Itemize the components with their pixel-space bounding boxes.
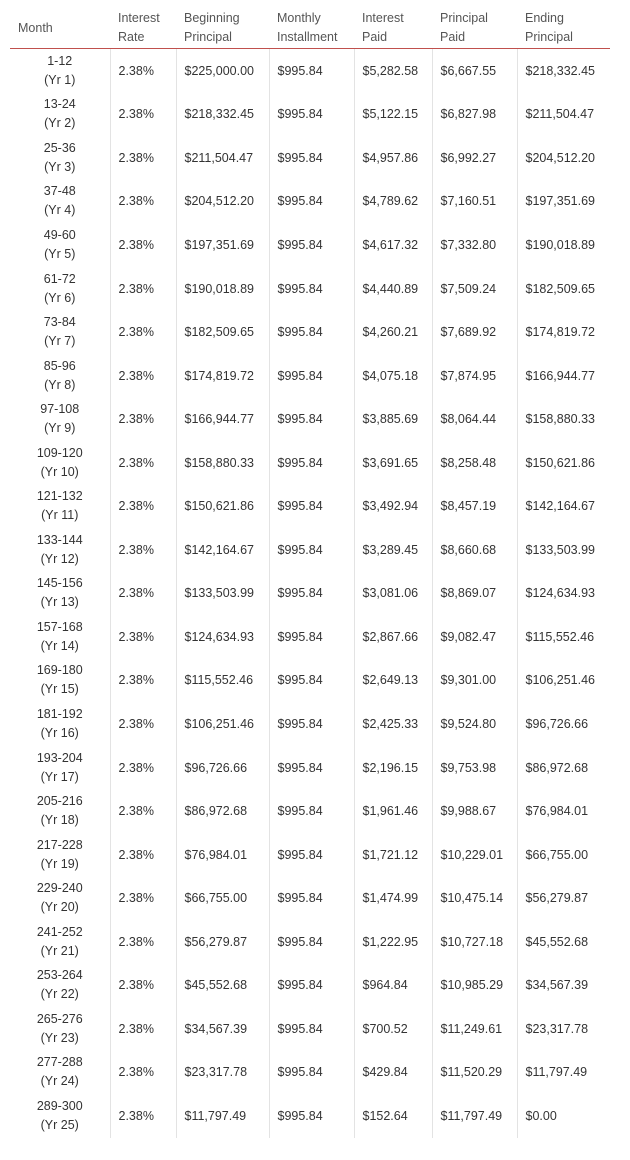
cell-interest-rate: 2.38% (110, 572, 176, 616)
cell-month (10, 746, 110, 790)
cell-interest-paid: $3,492.94 (354, 484, 432, 528)
month-year: (Yr 18) (40, 813, 79, 828)
cell-ending-principal: $56,279.87 (525, 891, 589, 906)
month-range: 1-12 (47, 53, 73, 68)
table-row (10, 572, 610, 616)
cell-ending-principal: $66,755.00 (525, 847, 589, 862)
cell-interest-paid: $1,222.95 (354, 920, 432, 964)
month-range: 145-156 (36, 576, 83, 591)
header-row (10, 8, 610, 49)
cell-interest-rate: 2.38% (110, 963, 176, 1007)
month-year: (Yr 22) (40, 987, 79, 1002)
cell-month (10, 484, 110, 528)
cell-month (10, 136, 110, 180)
month-range: 169-180 (36, 663, 83, 678)
cell-monthly-installment: $995.84 (269, 1094, 354, 1138)
month-year: (Yr 25) (40, 1117, 79, 1132)
month-year: (Yr 1) (44, 72, 76, 87)
cell-beginning-principal: $225,000.00 (176, 49, 269, 93)
month-range: 193-204 (36, 750, 83, 765)
cell-month (10, 1094, 110, 1138)
table-row (10, 310, 610, 354)
cell-ending-principal: $115,552.46 (525, 629, 595, 644)
table-row (10, 223, 610, 267)
month-range: 121-132 (36, 489, 83, 504)
cell-month (10, 223, 110, 267)
month-range: 253-264 (36, 968, 83, 983)
month-range: 217-228 (36, 837, 83, 852)
month-year: (Yr 19) (40, 856, 79, 871)
cell-month (10, 267, 110, 311)
cell-principal-paid: $7,509.24 (432, 267, 517, 311)
cell-interest-paid: $2,425.33 (354, 702, 432, 746)
cell-interest-paid: $3,885.69 (354, 397, 432, 441)
cell-beginning-principal: $174,819.72 (176, 354, 269, 398)
header-ending-principal: Ending Principal (517, 8, 610, 49)
cell-principal-paid: $8,457.19 (432, 484, 517, 528)
month-year: (Yr 10) (40, 464, 79, 479)
cell-interest-paid: $700.52 (354, 1007, 432, 1051)
month-year: (Yr 24) (40, 1074, 79, 1089)
cell-interest-paid: $4,075.18 (354, 354, 432, 398)
cell-month (10, 354, 110, 398)
cell-monthly-installment: $995.84 (269, 659, 354, 703)
table-row (10, 136, 610, 180)
cell-month (10, 310, 110, 354)
cell-principal-paid: $9,753.98 (432, 746, 517, 790)
cell-month (10, 572, 110, 616)
cell-principal-paid: $10,475.14 (432, 876, 517, 920)
cell-ending-principal: $190,018.89 (525, 237, 596, 252)
table-row (10, 876, 610, 920)
header-beginning-principal: Beginning Principal (176, 8, 269, 49)
cell-interest-rate: 2.38% (110, 267, 176, 311)
cell-interest-rate: 2.38% (110, 354, 176, 398)
cell-beginning-principal: $211,504.47 (176, 136, 269, 180)
cell-monthly-installment: $995.84 (269, 441, 354, 485)
cell-monthly-installment: $995.84 (269, 93, 354, 137)
cell-principal-paid: $8,258.48 (432, 441, 517, 485)
month-range: 277-288 (36, 1055, 83, 1070)
table-row (10, 659, 610, 703)
month-year: (Yr 16) (40, 725, 79, 740)
cell-beginning-principal: $204,512.20 (176, 180, 269, 224)
cell-month (10, 789, 110, 833)
table-row (10, 963, 610, 1007)
table-row (10, 1007, 610, 1051)
cell-month (10, 528, 110, 572)
cell-monthly-installment: $995.84 (269, 223, 354, 267)
month-range: 97-108 (40, 402, 80, 417)
cell-ending-principal: $96,726.66 (525, 716, 589, 731)
month-range: 49-60 (43, 227, 76, 242)
cell-monthly-installment: $995.84 (269, 136, 354, 180)
table-row (10, 49, 610, 93)
month-range: 205-216 (36, 794, 83, 809)
cell-monthly-installment: $995.84 (269, 1051, 354, 1095)
cell-interest-paid: $152.64 (354, 1094, 432, 1138)
cell-beginning-principal: $218,332.45 (176, 93, 269, 137)
cell-principal-paid: $11,797.49 (432, 1094, 517, 1138)
table-row (10, 702, 610, 746)
month-year: (Yr 7) (44, 334, 76, 349)
cell-month (10, 920, 110, 964)
cell-principal-paid: $7,874.95 (432, 354, 517, 398)
cell-interest-paid: $3,691.65 (354, 441, 432, 485)
table-row (10, 920, 610, 964)
cell-monthly-installment: $995.84 (269, 746, 354, 790)
cell-ending-principal: $150,621.86 (525, 455, 596, 470)
cell-principal-paid: $9,301.00 (432, 659, 517, 703)
header-interest-paid: Interest Paid (354, 8, 432, 49)
cell-interest-rate: 2.38% (110, 1007, 176, 1051)
cell-monthly-installment: $995.84 (269, 1007, 354, 1051)
cell-interest-paid: $429.84 (354, 1051, 432, 1095)
month-year: (Yr 23) (40, 1030, 79, 1045)
month-range: 61-72 (43, 271, 76, 286)
cell-monthly-installment: $995.84 (269, 702, 354, 746)
header-monthly-installment: Monthly Installment (269, 8, 354, 49)
cell-beginning-principal: $106,251.46 (176, 702, 269, 746)
cell-ending-principal: $182,509.65 (525, 281, 596, 296)
cell-monthly-installment: $995.84 (269, 484, 354, 528)
month-year: (Yr 14) (40, 638, 79, 653)
cell-beginning-principal: $66,755.00 (176, 876, 269, 920)
month-range: 109-120 (36, 445, 83, 460)
cell-monthly-installment: $995.84 (269, 963, 354, 1007)
month-range: 25-36 (43, 140, 76, 155)
cell-monthly-installment: $995.84 (269, 49, 354, 93)
month-range: 133-144 (36, 532, 83, 547)
cell-principal-paid: $7,689.92 (432, 310, 517, 354)
table-row (10, 528, 610, 572)
table-row (10, 180, 610, 224)
month-year: (Yr 5) (44, 246, 76, 261)
cell-interest-paid: $2,196.15 (354, 746, 432, 790)
amortization-table (10, 8, 610, 1138)
cell-interest-rate: 2.38% (110, 49, 176, 93)
table-row (10, 1051, 610, 1095)
table-row (10, 484, 610, 528)
cell-month (10, 441, 110, 485)
cell-beginning-principal: $158,880.33 (176, 441, 269, 485)
month-year: (Yr 20) (40, 900, 79, 915)
cell-ending-principal: $204,512.20 (525, 150, 596, 165)
cell-beginning-principal: $23,317.78 (176, 1051, 269, 1095)
month-year: (Yr 9) (44, 421, 76, 436)
month-year: (Yr 3) (44, 159, 76, 174)
header-principal-paid: Principal Paid (432, 8, 517, 49)
month-year: (Yr 13) (40, 595, 79, 610)
table-row (10, 789, 610, 833)
month-year: (Yr 4) (44, 203, 76, 218)
cell-month (10, 702, 110, 746)
cell-beginning-principal: $96,726.66 (176, 746, 269, 790)
month-range: 37-48 (43, 184, 76, 199)
cell-interest-rate: 2.38% (110, 528, 176, 572)
month-year: (Yr 11) (41, 508, 79, 523)
cell-beginning-principal: $124,634.93 (176, 615, 269, 659)
cell-interest-rate: 2.38% (110, 659, 176, 703)
cell-principal-paid: $8,660.68 (432, 528, 517, 572)
table-row (10, 354, 610, 398)
cell-month (10, 1051, 110, 1095)
cell-ending-principal: $45,552.68 (525, 934, 589, 949)
cell-interest-rate: 2.38% (110, 223, 176, 267)
cell-beginning-principal: $86,972.68 (176, 789, 269, 833)
cell-beginning-principal: $115,552.46 (176, 659, 269, 703)
cell-month (10, 93, 110, 137)
cell-interest-rate: 2.38% (110, 746, 176, 790)
cell-beginning-principal: $34,567.39 (176, 1007, 269, 1051)
cell-interest-paid: $4,789.62 (354, 180, 432, 224)
cell-interest-paid: $5,122.15 (354, 93, 432, 137)
month-year: (Yr 6) (44, 290, 76, 305)
cell-interest-rate: 2.38% (110, 136, 176, 180)
cell-ending-principal: $76,984.01 (525, 804, 589, 819)
table-row (10, 833, 610, 877)
cell-ending-principal: $86,972.68 (525, 760, 589, 775)
cell-monthly-installment: $995.84 (269, 615, 354, 659)
cell-interest-rate: 2.38% (110, 93, 176, 137)
cell-month (10, 876, 110, 920)
cell-interest-paid: $4,617.32 (354, 223, 432, 267)
cell-interest-rate: 2.38% (110, 1094, 176, 1138)
cell-monthly-installment: $995.84 (269, 833, 354, 877)
cell-interest-paid: $4,260.21 (354, 310, 432, 354)
cell-month (10, 397, 110, 441)
cell-principal-paid: $7,332.80 (432, 223, 517, 267)
cell-ending-principal: $11,797.49 (525, 1065, 588, 1080)
month-range: 265-276 (36, 1011, 83, 1026)
cell-monthly-installment: $995.84 (269, 354, 354, 398)
cell-monthly-installment: $995.84 (269, 267, 354, 311)
month-range: 85-96 (43, 358, 76, 373)
cell-principal-paid: $10,985.29 (432, 963, 517, 1007)
cell-principal-paid: $11,520.29 (432, 1051, 517, 1095)
month-range: 241-252 (36, 924, 83, 939)
table-row (10, 397, 610, 441)
cell-interest-rate: 2.38% (110, 397, 176, 441)
month-range: 181-192 (36, 706, 83, 721)
cell-monthly-installment: $995.84 (269, 397, 354, 441)
cell-beginning-principal: $190,018.89 (176, 267, 269, 311)
cell-interest-paid: $3,289.45 (354, 528, 432, 572)
table-row (10, 267, 610, 311)
cell-ending-principal: $0.00 (525, 1108, 557, 1123)
table-body (10, 49, 610, 1138)
cell-month (10, 49, 110, 93)
cell-interest-rate: 2.38% (110, 441, 176, 485)
month-year: (Yr 8) (44, 377, 76, 392)
cell-beginning-principal: $197,351.69 (176, 223, 269, 267)
cell-interest-paid: $4,440.89 (354, 267, 432, 311)
cell-interest-rate: 2.38% (110, 833, 176, 877)
cell-ending-principal: $166,944.77 (525, 368, 596, 383)
header-interest-rate: Interest Rate (110, 8, 176, 49)
cell-ending-principal: $23,317.78 (525, 1021, 589, 1036)
month-year: (Yr 17) (40, 769, 79, 784)
cell-principal-paid: $10,727.18 (432, 920, 517, 964)
cell-beginning-principal: $45,552.68 (176, 963, 269, 1007)
cell-monthly-installment: $995.84 (269, 180, 354, 224)
table-row (10, 615, 610, 659)
cell-monthly-installment: $995.84 (269, 528, 354, 572)
cell-beginning-principal: $76,984.01 (176, 833, 269, 877)
month-range: 289-300 (36, 1098, 83, 1113)
cell-interest-rate: 2.38% (110, 484, 176, 528)
table-header (10, 8, 610, 49)
cell-principal-paid: $11,249.61 (432, 1007, 517, 1051)
month-range: 13-24 (43, 97, 76, 112)
cell-month (10, 180, 110, 224)
cell-ending-principal: $211,504.47 (525, 107, 595, 122)
cell-ending-principal: $158,880.33 (525, 412, 596, 427)
cell-principal-paid: $6,667.55 (432, 49, 517, 93)
cell-interest-paid: $1,474.99 (354, 876, 432, 920)
cell-interest-paid: $2,649.13 (354, 659, 432, 703)
cell-beginning-principal: $142,164.67 (176, 528, 269, 572)
cell-ending-principal: $218,332.45 (525, 63, 596, 78)
cell-principal-paid: $8,064.44 (432, 397, 517, 441)
cell-monthly-installment: $995.84 (269, 572, 354, 616)
cell-principal-paid: $9,082.47 (432, 615, 517, 659)
cell-month (10, 659, 110, 703)
cell-interest-paid: $964.84 (354, 963, 432, 1007)
cell-beginning-principal: $11,797.49 (176, 1094, 269, 1138)
cell-interest-paid: $2,867.66 (354, 615, 432, 659)
cell-beginning-principal: $166,944.77 (176, 397, 269, 441)
header-month: Month (10, 8, 110, 49)
cell-interest-rate: 2.38% (110, 876, 176, 920)
month-year: (Yr 15) (40, 682, 79, 697)
month-range: 73-84 (43, 315, 76, 330)
cell-ending-principal: $106,251.46 (525, 673, 596, 688)
cell-interest-rate: 2.38% (110, 920, 176, 964)
cell-beginning-principal: $133,503.99 (176, 572, 269, 616)
cell-ending-principal: $124,634.93 (525, 586, 596, 601)
cell-interest-paid: $5,282.58 (354, 49, 432, 93)
table-row (10, 441, 610, 485)
month-year: (Yr 21) (40, 943, 79, 958)
cell-interest-rate: 2.38% (110, 789, 176, 833)
cell-ending-principal: $142,164.67 (525, 499, 596, 514)
cell-interest-paid: $1,961.46 (354, 789, 432, 833)
cell-monthly-installment: $995.84 (269, 920, 354, 964)
table-row (10, 746, 610, 790)
cell-interest-paid: $4,957.86 (354, 136, 432, 180)
month-range: 157-168 (36, 619, 83, 634)
cell-beginning-principal: $182,509.65 (176, 310, 269, 354)
cell-principal-paid: $8,869.07 (432, 572, 517, 616)
table-row (10, 1094, 610, 1138)
cell-monthly-installment: $995.84 (269, 789, 354, 833)
cell-principal-paid: $7,160.51 (432, 180, 517, 224)
month-range: 229-240 (36, 881, 83, 896)
cell-interest-rate: 2.38% (110, 180, 176, 224)
cell-principal-paid: $9,524.80 (432, 702, 517, 746)
cell-principal-paid: $6,827.98 (432, 93, 517, 137)
cell-principal-paid: $10,229.01 (432, 833, 517, 877)
cell-ending-principal: $133,503.99 (525, 542, 596, 557)
cell-month (10, 1007, 110, 1051)
cell-interest-rate: 2.38% (110, 702, 176, 746)
cell-interest-rate: 2.38% (110, 1051, 176, 1095)
cell-beginning-principal: $56,279.87 (176, 920, 269, 964)
cell-interest-paid: $1,721.12 (354, 833, 432, 877)
cell-month (10, 833, 110, 877)
cell-ending-principal: $34,567.39 (525, 978, 589, 993)
table-row (10, 93, 610, 137)
cell-principal-paid: $9,988.67 (432, 789, 517, 833)
month-year: (Yr 2) (44, 116, 76, 131)
cell-month (10, 963, 110, 1007)
cell-beginning-principal: $150,621.86 (176, 484, 269, 528)
cell-principal-paid: $6,992.27 (432, 136, 517, 180)
cell-interest-paid: $3,081.06 (354, 572, 432, 616)
month-year: (Yr 12) (40, 551, 79, 566)
cell-month (10, 615, 110, 659)
cell-ending-principal: $197,351.69 (525, 194, 596, 209)
cell-monthly-installment: $995.84 (269, 876, 354, 920)
cell-ending-principal: $174,819.72 (525, 325, 596, 340)
cell-interest-rate: 2.38% (110, 615, 176, 659)
cell-monthly-installment: $995.84 (269, 310, 354, 354)
cell-interest-rate: 2.38% (110, 310, 176, 354)
